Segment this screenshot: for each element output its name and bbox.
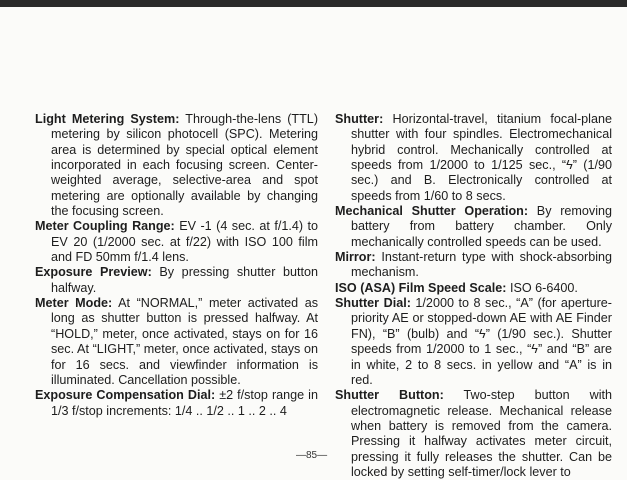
- spec-text: ±2 f/stop range in 1/3 f/stop increments: 1/4 .. 1/2 .. 1 .. 2 .. 4: [51, 388, 318, 418]
- spec-text: Instant-return type with shock-absorbing mechanism.: [351, 250, 612, 280]
- spec-label: Shutter Button:: [335, 388, 444, 403]
- spec-label: Shutter Dial:: [335, 296, 411, 311]
- spec-label: Exposure Preview:: [35, 265, 152, 280]
- page-number: —85—: [296, 450, 328, 461]
- spec-label: Light Metering System:: [35, 112, 180, 126]
- page-edge-band: [0, 0, 627, 7]
- right-column: [335, 112, 612, 480]
- spec-text: 1/2000 to 8 sec., “A” (for aperture-priority AE or stopped-down AE with AE Finder FN), “B” (bulb) and “ϟ” (1/90 sec.). Shutter speeds from 1/2000 to 1 sec., “ϟ” and “B” are in white, 2 to 8 secs. in yellow and “A” is in red.: [351, 296, 612, 387]
- spec-meter-mode: [35, 296, 318, 388]
- spec-iso-film-speed-scale: [335, 281, 612, 296]
- spec-text: Through-the-lens (TTL) metering by silicon photocell (SPC). Metering area is determined by special optical element incorporated in each focusing screen. Center-weighted average, selective-area and spot metering are optionally available by changing the focusing screen.: [51, 112, 319, 219]
- spec-mirror: [335, 250, 612, 281]
- spec-label: Shutter:: [335, 112, 384, 126]
- spec-label: Exposure Compensation Dial:: [35, 388, 216, 403]
- spec-text: EV -1 (4 sec. at f/1.4) to EV 20 (1/2000 sec. at f/22) with ISO 100 film and FD 50mm f/1.4 lens.: [51, 219, 318, 265]
- spec-label: ISO (ASA) Film Speed Scale:: [335, 280, 507, 295]
- spec-meter-coupling-range: [35, 219, 318, 265]
- spec-text: ISO 6-6400.: [506, 280, 578, 295]
- spec-text: By removing battery from battery chamber. Only mechanically controlled speeds can be used.: [351, 204, 612, 249]
- spec-label: Meter Mode:: [35, 296, 113, 311]
- spec-text: At “NORMAL,” meter activated as long as shutter button is pressed halfway. At “HOLD,” meter, once activated, stays on for 16 sec. At “LIGHT,” meter, once activated, stays on for 16 secs. and viewfinder information is illuminated. Cancellation possible.: [51, 296, 318, 387]
- spec-shutter-button: [335, 388, 612, 480]
- spec-shutter-dial: [335, 296, 612, 388]
- spec-label: Mechanical Shutter Operation:: [335, 204, 529, 219]
- spec-exposure-compensation-dial: [35, 388, 318, 419]
- spec-exposure-preview: [35, 265, 318, 296]
- spec-text: Two-step button with electromagnetic release. Mechanical release when battery is removed from the camera. Pressing it halfway activates meter circuit, pressing it fully releases the shutter. Can be locked by setting self-timer/lock lever to: [351, 388, 612, 479]
- spec-text: By pressing shutter button halfway.: [51, 265, 318, 295]
- spec-text: Horizontal-travel, titanium focal-plane shutter with four spindles. Electromechanical hybrid control. Mechanically controlled at speeds from 1/2000 to 1/125 sec., “ϟ” (1/90 sec.) and B. Electronically controlled at speeds from 1/60 to 8 secs.: [351, 112, 612, 203]
- spec-light-metering-system: [35, 112, 318, 219]
- spec-shutter: [335, 112, 612, 204]
- left-column: [35, 112, 318, 419]
- spec-mechanical-shutter-operation: [335, 204, 612, 250]
- spec-label: Meter Coupling Range:: [35, 219, 175, 234]
- spec-label: Mirror:: [335, 250, 376, 265]
